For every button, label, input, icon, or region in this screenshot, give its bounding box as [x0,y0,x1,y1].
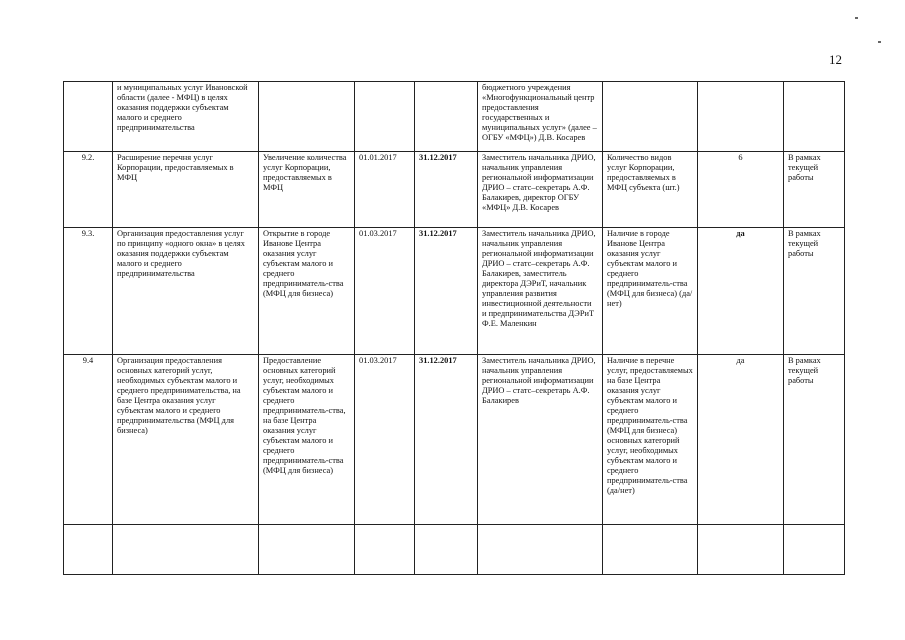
funding-cell [784,525,845,575]
result-cell: Открытие в городе Иванове Центра оказания услуг субъектам малого и среднего предприниматель-ства (МФЦ для бизнеса) [259,228,355,355]
value-cell: да [698,355,784,525]
indicator-cell [603,82,698,152]
indicator-cell: Наличие в городе Иванове Центра оказания услуг субъектам малого и среднего предприниматель-ства (МФЦ для бизнеса) (да/нет) [603,228,698,355]
activity-cell: и муниципальных услуг Ивановской области (далее - МФЦ) в целях оказания поддержки субъектам малого и среднего предпринимательства [113,82,259,152]
start-date-cell [355,82,415,152]
indicator-cell: Количество видов услуг Корпорации, предоставляемых в МФЦ субъекта (шт.) [603,152,698,228]
table-row [64,152,845,228]
start-date-cell [355,525,415,575]
end-date-cell: 31.12.2017 [415,355,478,525]
responsible-cell: Заместитель начальника ДРИО, начальник управления региональной информатизации ДРИО – статс–секретарь А.Ф. Балакирев, заместитель директора ДЭРиТ, начальник управления развития инвестиционной деятельности и предпринимательства ДЭРиТ Ф.Е. Маленкин [478,228,603,355]
scan-speck [878,41,881,43]
table-row [64,525,845,575]
end-date-cell: 31.12.2017 [415,228,478,355]
responsible-cell: Заместитель начальника ДРИО, начальник управления региональной информатизации ДРИО – статс–секретарь А.Ф. Балакирев [478,355,603,525]
table-row [64,82,845,152]
activity-cell: Организация предоставления услуг по принципу «одного окна» в целях оказания поддержки субъектам малого и среднего предпринимательства [113,228,259,355]
responsible-cell [478,525,603,575]
start-date-cell: 01.03.2017 [355,228,415,355]
funding-cell: В рамках текущей работы [784,152,845,228]
row-number [64,82,113,152]
scan-speck [855,17,858,19]
result-cell: Предоставление основных категорий услуг, необходимых субъектам малого и среднего предприниматель-ства, на базе Центра оказания услуг субъектам малого и среднего предприниматель-ства (МФЦ для бизнеса) [259,355,355,525]
result-cell: Увеличение количества услуг Корпорации, предоставляемых в МФЦ [259,152,355,228]
row-number: 9.2. [64,152,113,228]
end-date-cell [415,82,478,152]
value-cell: да [698,228,784,355]
activity-cell: Расширение перечня услуг Корпорации, предоставляемых в МФЦ [113,152,259,228]
table-row [64,355,845,525]
row-number: 9.3. [64,228,113,355]
start-date-cell: 01.01.2017 [355,152,415,228]
value-cell: 6 [698,152,784,228]
activity-cell [113,525,259,575]
end-date-cell: 31.12.2017 [415,152,478,228]
value-cell [698,525,784,575]
row-number: 9.4 [64,355,113,525]
funding-cell: В рамках текущей работы [784,355,845,525]
indicator-cell: Наличие в перечне услуг, предоставляемых на базе Центра оказания услуг субъектам малого и среднего предприниматель-ства (МФЦ для бизнеса) основных категорий услуг, необходимых субъектам малого и среднего предприниматель-ства (да/нет) [603,355,698,525]
responsible-cell: бюджетного учреждения «Многофункциональный центр предоставления государственных и муниципальных услуг» (далее – ОГБУ «МФЦ») Д.В. Косарев [478,82,603,152]
activity-cell: Организация предоставления основных категорий услуг, необходимых субъектам малого и среднего предпринимательства, на базе Центра оказания услуг субъектам малого и среднего предпринимательства (МФЦ для бизнеса) [113,355,259,525]
page-number: 12 [829,52,842,67]
indicator-cell [603,525,698,575]
result-cell [259,525,355,575]
action-plan-table [63,81,845,575]
value-cell [698,82,784,152]
funding-cell [784,82,845,152]
result-cell [259,82,355,152]
start-date-cell: 01.03.2017 [355,355,415,525]
funding-cell: В рамках текущей работы [784,228,845,355]
responsible-cell: Заместитель начальника ДРИО, начальник управления региональной информатизации ДРИО – статс–секретарь А.Ф. Балакирев, директор ОГБУ «МФЦ» Д.В. Косарев [478,152,603,228]
row-number [64,525,113,575]
table-row [64,228,845,355]
end-date-cell [415,525,478,575]
